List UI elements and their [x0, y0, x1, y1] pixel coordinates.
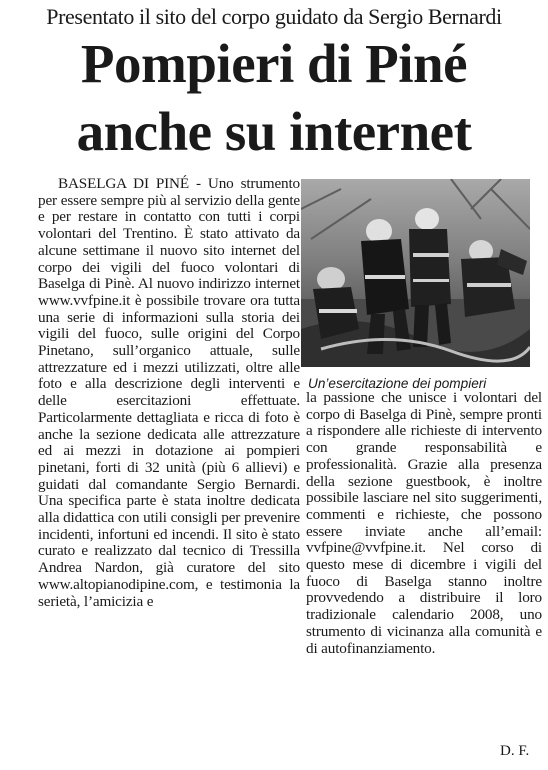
headline-line-2: anche su internet — [76, 101, 472, 162]
author-signature: D. F. — [500, 743, 530, 759]
firefighters-exercise-photo — [301, 179, 530, 367]
dateline: BASELGA DI PINÉ — [58, 175, 190, 192]
body-text-column-1: - Uno strumento per essere sempre più al servizio della gente e per restare in contatto con tutti i corpi volontari del Trentino. È stato attivato da alcune settimane il nuovo sito internet del corpo dei vigili del fuoco volontari di Baselga di Pinè. Al nuovo indirizzo internet www.vvfpine.it è possibile trovare ora tutta una serie di informazioni sulla storia dei vigili del fuoco, sulle origini del Corpo Pinetano, sull’organico attuale, sulle attrezzature ed i mezzi utilizzati, oltre alle foto e alla descrizione degli interventi e delle esercitazioni effettuate. Particolarmente dettagliata e ricca di foto è anche la sezione dedicata alle attrezzature ed ai mezzi in dotazione ai pompieri pinetani, forti di 32 unità (più 6 allievi) e guidati dal comandante Sergio Bernardi. Una specifica parte è stata inoltre dedicata alla didattica con utili consigli per prevenire incidenti, infortuni ed incendi. Il sito è stato curato e realizzato dal tecnico di Tressilla Andrea Nardon, già curatore del sito www.altopianodipine.com, e testimonia la serietà, l’amicizia e — [38, 175, 300, 610]
photo-caption: Un’esercitazione dei pompieri — [308, 376, 487, 391]
body-text-column-2: la passione che unisce i volontari del corpo di Baselga di Pinè, sempre pronti a rispondere alle richieste di intervento con grande responsabilità e professionalità. Grazie alla presenza della sezione guestbook, è inoltre possibile lasciare nel sito suggerimenti, commenti e richieste, che possono essere inviate anche all’email: vvfpine@vvfpine.it. Nel corso di questo mese di dicembre i vigili del fuoco di Baselga stanno inoltre provvedendo a distribuire il loro tradizionale calendario 2008, uno strumento di vicinanza alla comunità e di autofinanziamento. — [306, 389, 542, 657]
photo-illustration — [301, 179, 530, 367]
article-body-column-1 — [38, 176, 300, 610]
article-kicker: Presentato il sito del corpo guidato da Sergio Bernardi — [46, 4, 502, 29]
headline-line-1: Pompieri di Piné — [80, 33, 468, 94]
